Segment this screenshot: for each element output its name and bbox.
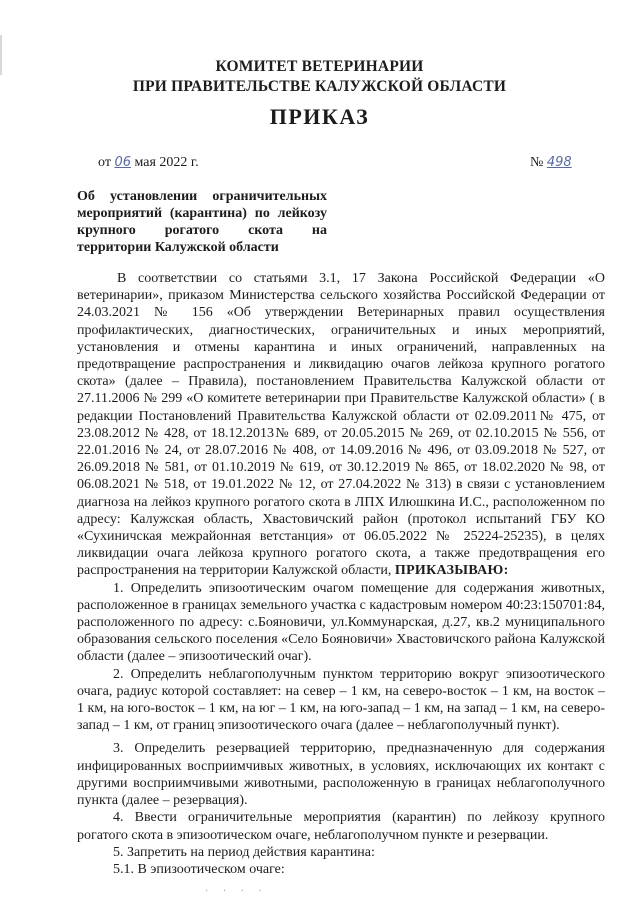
order-keyword: ПРИКАЗЫВАЮ: xyxy=(394,563,509,579)
number-prefix: № xyxy=(530,155,544,170)
date-prefix: от xyxy=(98,155,111,170)
scan-artifact-dots: · · · · xyxy=(205,886,268,897)
document-subject: Об установлении ограничительных мероприятий (карантина) по лейкозу крупного рогатого скота на территории Калужской области xyxy=(77,189,327,255)
document-number xyxy=(530,155,572,171)
document-body xyxy=(77,270,605,878)
document-date xyxy=(98,155,199,171)
org-name-line1: КОМИТЕТ ВЕТЕРИНАРИИ xyxy=(215,58,424,75)
number-handwritten: 498 xyxy=(546,155,572,170)
item-3: 3. Определить резервацией территорию, предназначенную для содержания инфицированных восприимчивых животных, в условиях, исключающих их контакт с другими восприимчивыми животными, расположенную в границах неблагополучного пункта (далее – резервация). xyxy=(77,741,605,809)
item-1: 1. Определить эпизоотическим очагом помещение для содержания животных, расположенное в границах земельного участка с кадастровым номером 40:23:150701:84, расположенного по адресу: с.Бояновичи, ул.Коммунарская, д.27, кв.2 муниципального образования сельского поселения «Село Бояновичи» Хвастовичского района Калужской области (далее – эпизоотический очаг). xyxy=(77,580,605,665)
item-2: 2. Определить неблагополучным пунктом территорию вокруг эпизоотического очага, радиус которой составляет: на север – 1 км, на северо-восток – 1 км, на восток – 1 км, на юго-восток – 1 км, на юг – 1 км, на юго-запад – 1 км, на запад – 1 км, на северо-запад – 1 км, от границ эпизоотического очага (далее – неблагополучный пункт). xyxy=(77,666,605,734)
document-title: ПРИКАЗ xyxy=(269,104,370,129)
preamble-paragraph xyxy=(77,270,605,580)
item-4: 4. Ввести ограничительные мероприятия (карантин) по лейкозу крупного рогатого скота в эпизоотическом очаге, неблагополучном пункте и резервации. xyxy=(77,810,605,843)
org-name-line2: ПРИ ПРАВИТЕЛЬСТВЕ КАЛУЖСКОЙ ОБЛАСТИ xyxy=(132,78,507,95)
item-5: 5. Запретить на период действия карантина: xyxy=(113,844,375,860)
item-5-1: 5.1. В эпизоотическом очаге: xyxy=(113,861,285,877)
date-day-handwritten: 06 xyxy=(114,155,131,170)
preamble-text: В соответствии со статьями 3.1, 17 Закона Российской Федерации «О ветеринарии», приказом Министерства сельского хозяйства Российской Федерации от 24.03.2021 № 156 «Об утверждении Ветеринарных правил осуществления профилактических, диагностических, ограничительных и иных мероприятий, установления и отмены карантина и иных ограничений, направленных на предотвращение распространения и ликвидацию очагов лейкоза крупного рогатого скота» (далее – Правила), постановлением Правительства Калужской области от 27.11.2006 № 299 «О комитете ветеринарии при Правительстве Калужской области» ( в редакции Постановлений Правительства Калужской области от 02.09.2011№ 475, от 23.08.2012 № 428, от 18.12.2013№ 689, от 20.05.2015 № 269, от 02.10.2015 № 556, от 22.01.2016 № 24, от 28.07.2016 № 408, от 14.09.2016 № 496, от 03.09.2018 № 527, от 26.09.2018 № 581, от 01.10.2019 № 619, от 30.12.2019 № 865, от 18.02.2020 № 98, от 06.08.2021 № 518, от 19.01.2022 № 12, от 27.04.2022 № 313) в связи с установлением диагноза на лейкоз крупного рогатого скота в ЛПХ Илюшкина И.С., расположенном по адресу: Калужская область, Хвастовичский район (протокол испытаний ГБУ КО «Сухиничская межрайонная ветстанция» от 06.05.2022 № 25224-25235), в целях ликвидации очага лейкоза крупного рогатого скота, а также предотвращения его распространения на территории Калужской области, xyxy=(77,271,605,579)
date-rest: мая 2022 г. xyxy=(134,155,199,170)
